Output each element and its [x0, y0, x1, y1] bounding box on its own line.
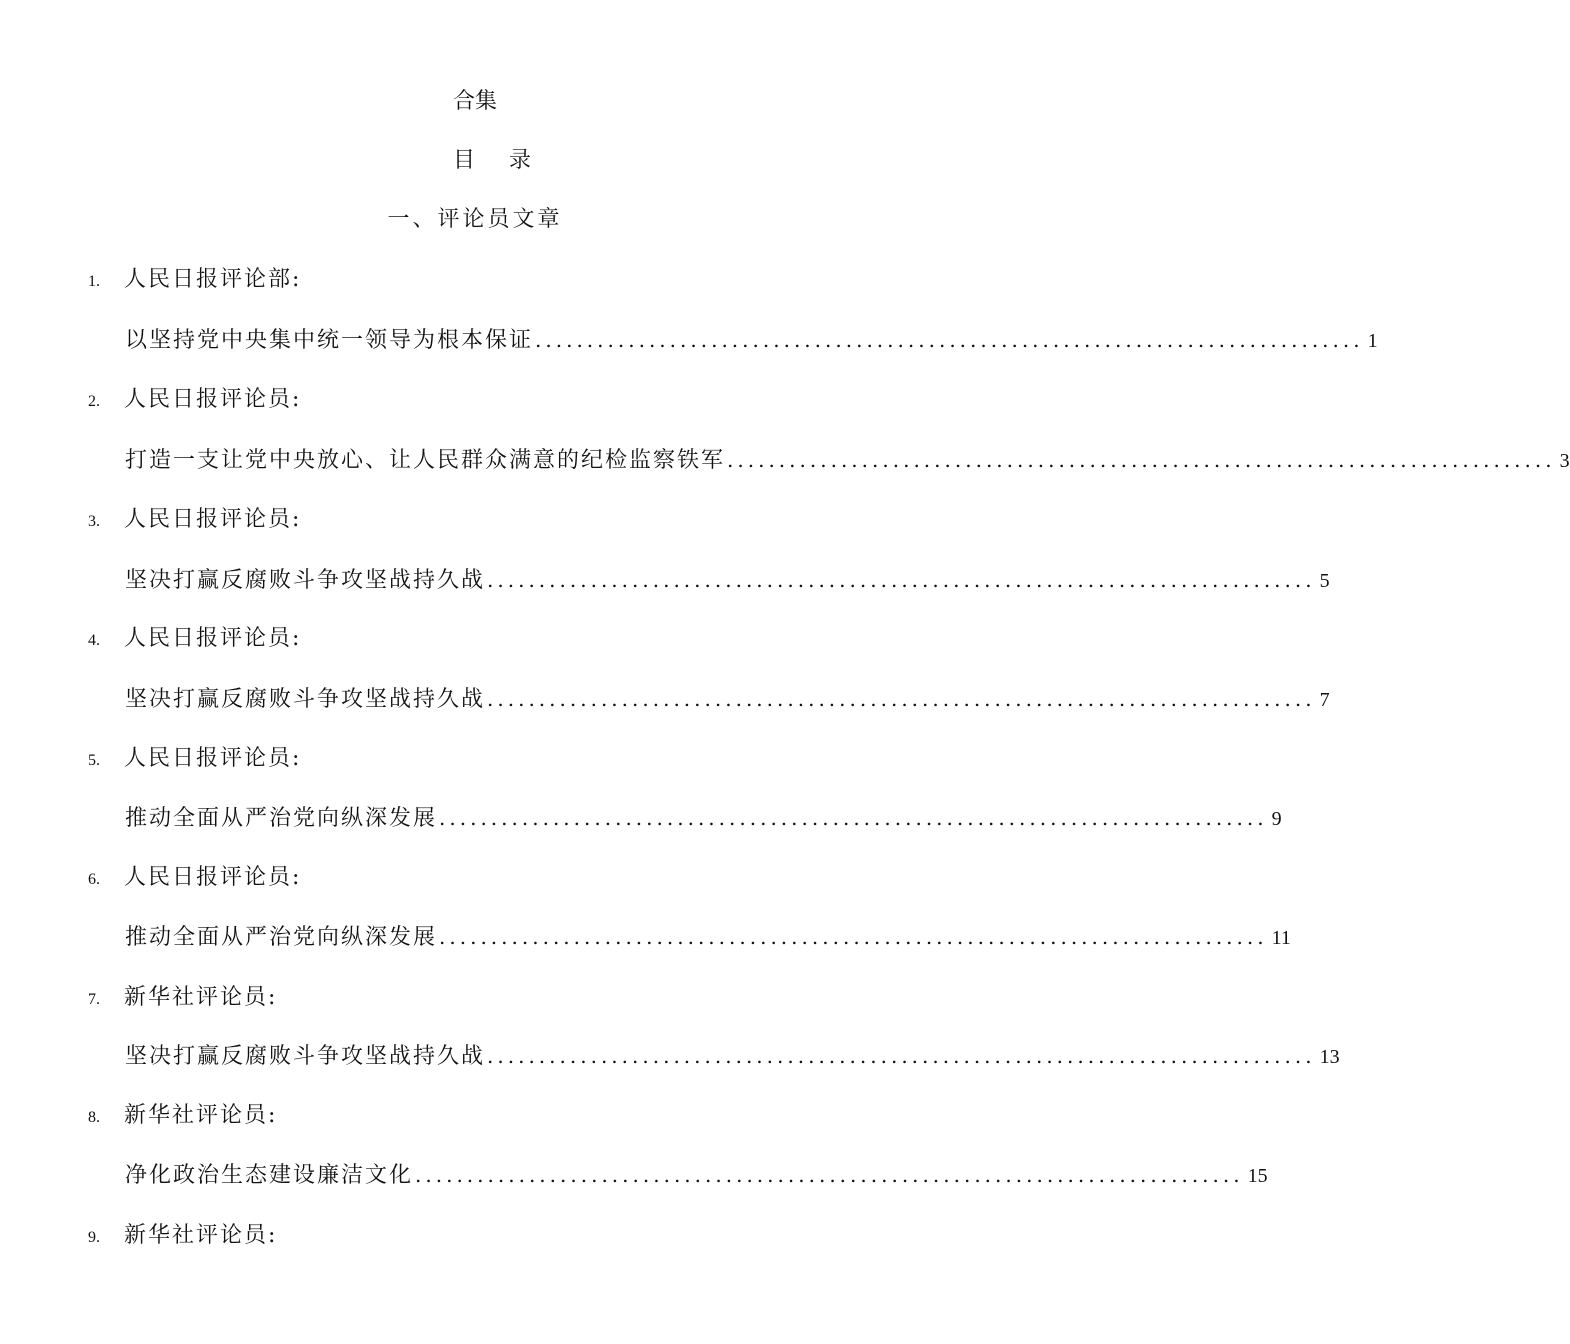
toc-entry-link[interactable] [125, 445, 1570, 475]
toc-entry-source-text: 人民日报评论员: [124, 746, 302, 771]
toc-entry-link[interactable] [125, 922, 1291, 952]
toc-entry-page: 3 [1559, 450, 1570, 472]
toc-entry-source [88, 1221, 277, 1251]
toc-entry-number: 6. [88, 871, 100, 888]
toc-entry-number: 1. [88, 273, 100, 290]
toc-entry-page: 5 [1319, 570, 1330, 592]
toc-entry-page: 15 [1247, 1165, 1268, 1187]
toc-heading: 目录 [452, 148, 565, 173]
section-title: 一、评论员文章 [387, 207, 563, 232]
document-title: 合集 [452, 89, 497, 114]
toc-entry-title: 打造一支让党中央放心、让人民群众满意的纪检监察铁军 [125, 448, 726, 473]
dot-leader: ................................................................................ [439, 925, 1268, 949]
dot-leader: ................................................................................ [487, 1044, 1316, 1068]
toc-entry-link[interactable] [125, 803, 1282, 833]
toc-entry-source-text: 新华社评论员: [124, 985, 278, 1010]
toc-entry-source [88, 624, 301, 654]
toc-entry-title: 推动全面从严治党向纵深发展 [125, 925, 438, 950]
toc-entry-title: 以坚持党中央集中统一领导为根本保证 [125, 328, 534, 353]
toc-entry-source-text: 人民日报评论员: [124, 387, 302, 412]
toc-entry-source [88, 863, 301, 893]
toc-entry-number: 4. [88, 632, 100, 649]
toc-entry-page: 9 [1271, 808, 1282, 830]
toc-entry-page: 1 [1367, 330, 1378, 352]
toc-entry-number: 9. [88, 1229, 100, 1246]
dot-leader: ................................................................................ [727, 448, 1556, 472]
toc-entry-source [88, 983, 277, 1013]
toc-entry-title: 坚决打赢反腐败斗争攻坚战持久战 [125, 568, 486, 593]
toc-entry-number: 7. [88, 991, 100, 1008]
dot-leader: ................................................................................ [487, 568, 1316, 592]
toc-entry-source [88, 385, 301, 415]
dot-leader: ................................................................................ [487, 687, 1316, 711]
toc-entry-source [88, 1101, 277, 1131]
toc-entry-number: 2. [88, 393, 100, 410]
toc-entry-source [88, 265, 301, 295]
toc-entry-page: 7 [1319, 689, 1330, 711]
toc-entry-source [88, 744, 301, 774]
toc-entry-page: 13 [1319, 1046, 1340, 1068]
toc-entry-link[interactable] [125, 325, 1378, 355]
toc-entry-title: 推动全面从严治党向纵深发展 [125, 806, 438, 831]
toc-entry-source-text: 人民日报评论员: [124, 507, 302, 532]
toc-entry-link[interactable] [125, 684, 1330, 714]
toc-entry-source-text: 新华社评论员: [124, 1223, 278, 1248]
toc-entry-source-text: 新华社评论员: [124, 1103, 278, 1128]
toc-entry-link[interactable] [125, 1041, 1340, 1071]
toc-entry-title: 坚决打赢反腐败斗争攻坚战持久战 [125, 687, 486, 712]
dot-leader: ................................................................................ [415, 1163, 1244, 1187]
toc-entry-title: 净化政治生态建设廉洁文化 [125, 1163, 414, 1188]
toc-entry-page: 11 [1271, 927, 1291, 949]
toc-entry-number: 3. [88, 513, 100, 530]
toc-entry-source-text: 人民日报评论员: [124, 865, 302, 890]
toc-entry-link[interactable] [125, 1160, 1268, 1190]
toc-entry-link[interactable] [125, 565, 1330, 595]
toc-entry-source-text: 人民日报评论员: [124, 626, 302, 651]
dot-leader: ................................................................................ [439, 806, 1268, 830]
toc-entry-number: 8. [88, 1109, 100, 1126]
toc-entry-title: 坚决打赢反腐败斗争攻坚战持久战 [125, 1044, 486, 1069]
dot-leader: ................................................................................ [535, 328, 1364, 352]
toc-entry-source-text: 人民日报评论部: [124, 267, 302, 292]
toc-entry-number: 5. [88, 752, 100, 769]
toc-entry-source [88, 505, 301, 535]
